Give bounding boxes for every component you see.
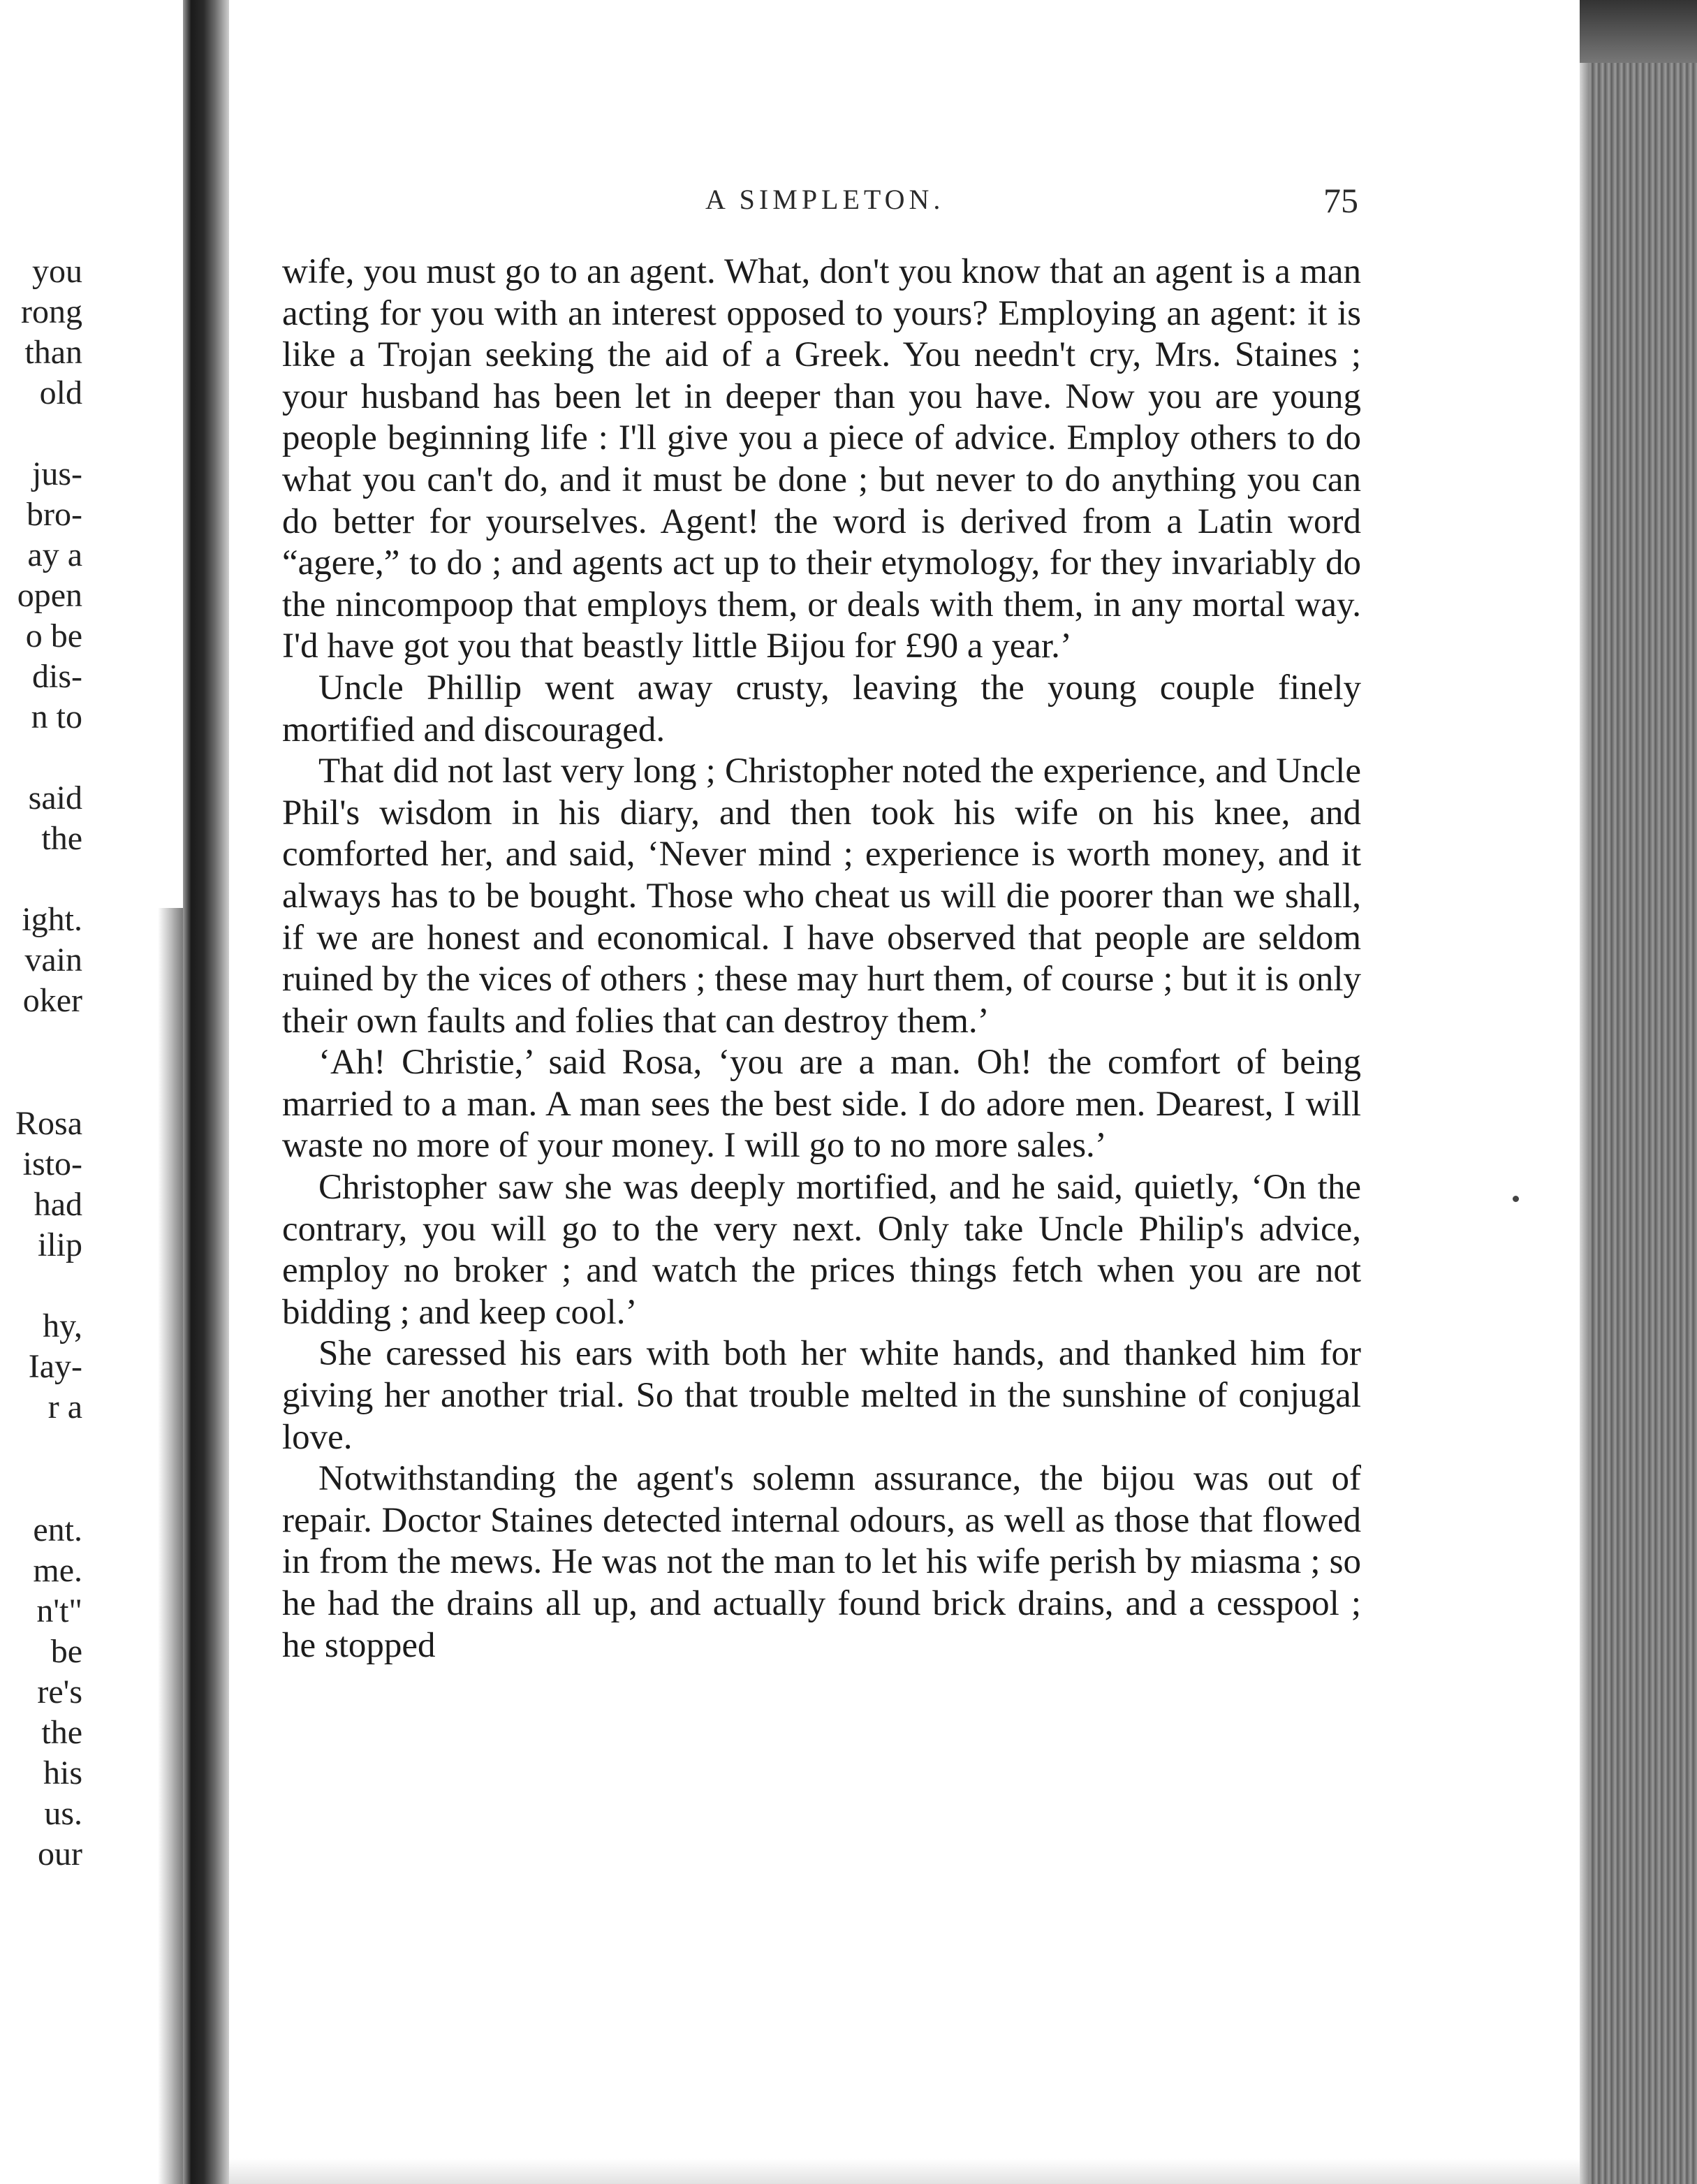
left-page-fragment: rong (21, 293, 82, 330)
left-page-fragment: oker (22, 982, 82, 1019)
page-edges (1580, 0, 1697, 2184)
paragraph: Notwithstanding the agent's solemn assurance, the bijou was out of repair. Doctor Staines detected internal odours, as well as those that flowed in from the mews. He was not the man to let his wife perish by miasma ; so he had the drains all up, and actually found brick drains, and a cesspool ; he stopped (282, 1459, 1361, 1665)
left-page-fragment: than (24, 334, 82, 371)
left-page-fragment: n't" (36, 1592, 82, 1629)
paragraph: She caressed his ears with both her white hands, and thanked him for giving her another trial. So that trouble melted in the sunshine of conjugal love. (282, 1334, 1361, 1457)
left-page-fragment: ent. (33, 1511, 82, 1548)
left-page-fragment: the (41, 820, 82, 857)
left-page-fragment: hy, (43, 1307, 82, 1344)
page-number: 75 (1323, 181, 1358, 220)
paragraph: Christopher saw she was deeply mortified, and he said, quietly, ‘On the contrary, you will go to the very next. Only take Uncle Philip's advice, employ no broker ; and watch the prices things fetch when you are not bidding ; and keep cool.’ (282, 1168, 1361, 1332)
left-page-fragment: bro- (27, 496, 82, 533)
left-page-fragment: isto- (22, 1145, 82, 1182)
left-page-fragment: said (28, 779, 82, 816)
left-page-fragment: n to (31, 698, 82, 735)
left-page-fragment: his (43, 1754, 82, 1791)
paragraph: ‘Ah! Christie,’ said Rosa, ‘you are a man. Oh! the comfort of being married to a man. A man sees the best side. I do adore men. Dearest, I will waste no more of your money. I will go to no more sales.’ (282, 1043, 1361, 1166)
book-gutter (183, 0, 229, 2184)
gutter-shadow (158, 908, 186, 2184)
left-page-fragment: Rosa (15, 1105, 82, 1142)
left-page-fragment: our (38, 1835, 82, 1872)
paragraph: wife, you must go to an agent. What, don't you know that an agent is a man acting for you with an interest opposed to yours? Employing an agent: it is like a Trojan seeking the aid of a Greek. You needn't cry, Mrs. Staines ; your husband has been let in deeper than you have. Now you are young people beginning life : I'll give you a piece of advice. Employ others to do what you can't do, and it must be done ; but never to do anything you can do better for yourselves. Agent! the word is derived from a Latin word “agere,” to do ; and agents act up to their etymology, for they invariably do the nincompoop that employs them, or deals with them, in any mortal way. I'd have got you that beastly little Bijou for £90 a year.’ (282, 252, 1361, 666)
left-page-fragment: o be (25, 617, 82, 654)
left-page-fragment: you (32, 253, 82, 290)
left-page-fragment: be (50, 1633, 82, 1670)
paragraph: Uncle Phillip went away crusty, leaving the young couple finely mortified and discouraged. (282, 668, 1361, 749)
left-page-fragment: jus- (32, 455, 82, 492)
left-page-fragment: ight. (22, 901, 82, 938)
bottom-shadow (229, 2158, 1580, 2184)
page-body (282, 251, 1361, 1666)
left-page-fragment: the (41, 1714, 82, 1751)
left-page-fragment: vain (24, 941, 82, 979)
left-page-fragment: r a (47, 1388, 82, 1426)
left-page-fragment: open (17, 577, 82, 614)
left-page-fragment: Iay- (28, 1348, 82, 1385)
left-page-fragment: me. (33, 1552, 82, 1589)
left-page-fragment: old (39, 374, 82, 411)
left-page-fragment: had (34, 1186, 82, 1223)
ink-speck (1513, 1196, 1519, 1202)
paragraph: That did not last very long ; Christopher noted the experience, and Uncle Phil's wisdom in his diary, and then took his wife on his knee, and comforted her, and said, ‘Never mind ; experience is worth money, and it always has to be bought. Those who cheat us will die poorer than we shall, if we are honest and economical. I have observed that people are seldom ruined by the vices of others ; these may hurt them, of course ; but it is only their own faults and folies that can destroy them.’ (282, 752, 1361, 1041)
left-page-fragment: us. (44, 1795, 82, 1832)
left-page-fragment: ay a (27, 536, 82, 573)
left-page-fragment: re's (37, 1673, 82, 1710)
left-page-fragment: ilip (37, 1226, 82, 1263)
running-title: A SIMPLETON. (705, 184, 945, 215)
left-page-fragment: dis- (32, 658, 82, 695)
